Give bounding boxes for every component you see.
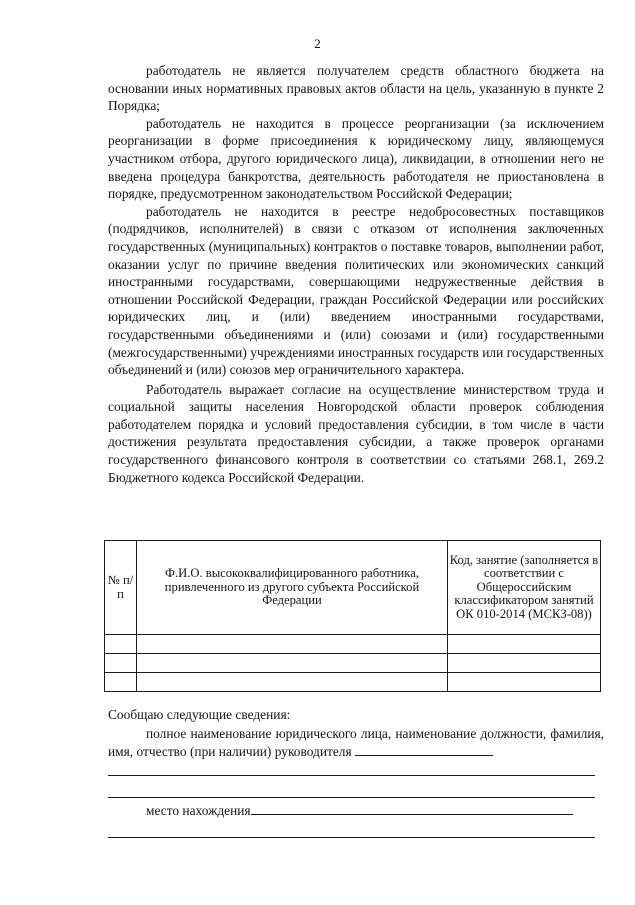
paragraph-budget-condition: работодатель не является получателем средств областного бюджета на основании иных нормативных правовых актов области на цель, указанную в пункте 2 Порядка; [108, 63, 604, 114]
table-row [105, 654, 601, 673]
table-cell[interactable] [137, 635, 448, 654]
table-cell[interactable] [105, 673, 137, 692]
location-field [108, 802, 604, 820]
table-row [105, 635, 601, 654]
head-field [108, 725, 604, 760]
location-input-line-2[interactable] [108, 837, 595, 838]
table-cell[interactable] [448, 654, 601, 673]
header-number: № п/п [105, 541, 137, 635]
table-row [105, 673, 601, 692]
table-cell[interactable] [105, 654, 137, 673]
head-field-input-line-3[interactable] [108, 797, 595, 798]
paragraph-reorganization-condition: работодатель не находится в процессе реорганизации (за исключением реорганизации в форме присоединения к юридическому лицу, являющемуся участником отбора, другого юридического лица), ликвидации, в отношении него не введена процедура банкротства, деятельность работодателя не приостановлена в порядке, предусмотренном законодательством Российской Федерации; [108, 115, 604, 202]
table-header-row [105, 541, 601, 635]
head-field-paragraph [108, 725, 604, 760]
table-cell[interactable] [448, 673, 601, 692]
table-cell[interactable] [448, 635, 601, 654]
table-cell[interactable] [105, 635, 137, 654]
paragraph-consent: Работодатель выражает согласие на осуществление министерством труда и социальной защиты населения Новгородской области проверок соблюдения работодателем порядка и условий предоставления субсидии, в том числе в части достижения результата предоставления субсидии, а также проверок органами государственного финансового контроля в соответствии со статьями 268.1, 269.2 Бюджетного кодекса Российской Федерации. [108, 381, 604, 485]
location-input-line[interactable] [251, 802, 573, 815]
head-field-label: полное наименование юридического лица, наименование должности, фамилия, имя, отчество (при наличии) руководителя [108, 726, 604, 759]
header-full-name: Ф.И.О. высококвалифицированного работника, привлеченного из другого субъекта Российской Федерации [137, 541, 448, 635]
workers-table [104, 540, 601, 692]
head-field-input-line-2[interactable] [108, 775, 595, 776]
conditions-text [108, 62, 604, 486]
page-number: 2 [314, 36, 321, 51]
table-cell[interactable] [137, 673, 448, 692]
table-cell[interactable] [137, 654, 448, 673]
location-label: место нахождения [146, 803, 251, 818]
head-field-input-line[interactable] [355, 743, 493, 756]
info-intro: Сообщаю следующие сведения: [108, 707, 291, 722]
header-occupation-code: Код, занятие (заполняется в соответствии с Общероссийским классификатором занятий ОК 010-2014 (МСКЗ-08)) [448, 541, 601, 635]
paragraph-registry-condition: работодатель не находится в реестре недобросовестных поставщиков (подрядчиков, исполнителей) в связи с отказом от исполнения заключенных государственных (муниципальных) контрактов о поставке товаров, выполнении работ, оказании услуг по причине введения политических или экономических санкций иностранными государствами, совершающими недружественные действия в отношении Российской Федерации, граждан Российской Федерации или российских юридических лиц, и (или) введением иностранными государствами, государственными объединениями и (или) союзами и (или) государственными (межгосударственными) учреждениями иностранных государств или государственных объединений и (или) союзов мер ограничительного характера. [108, 203, 604, 378]
